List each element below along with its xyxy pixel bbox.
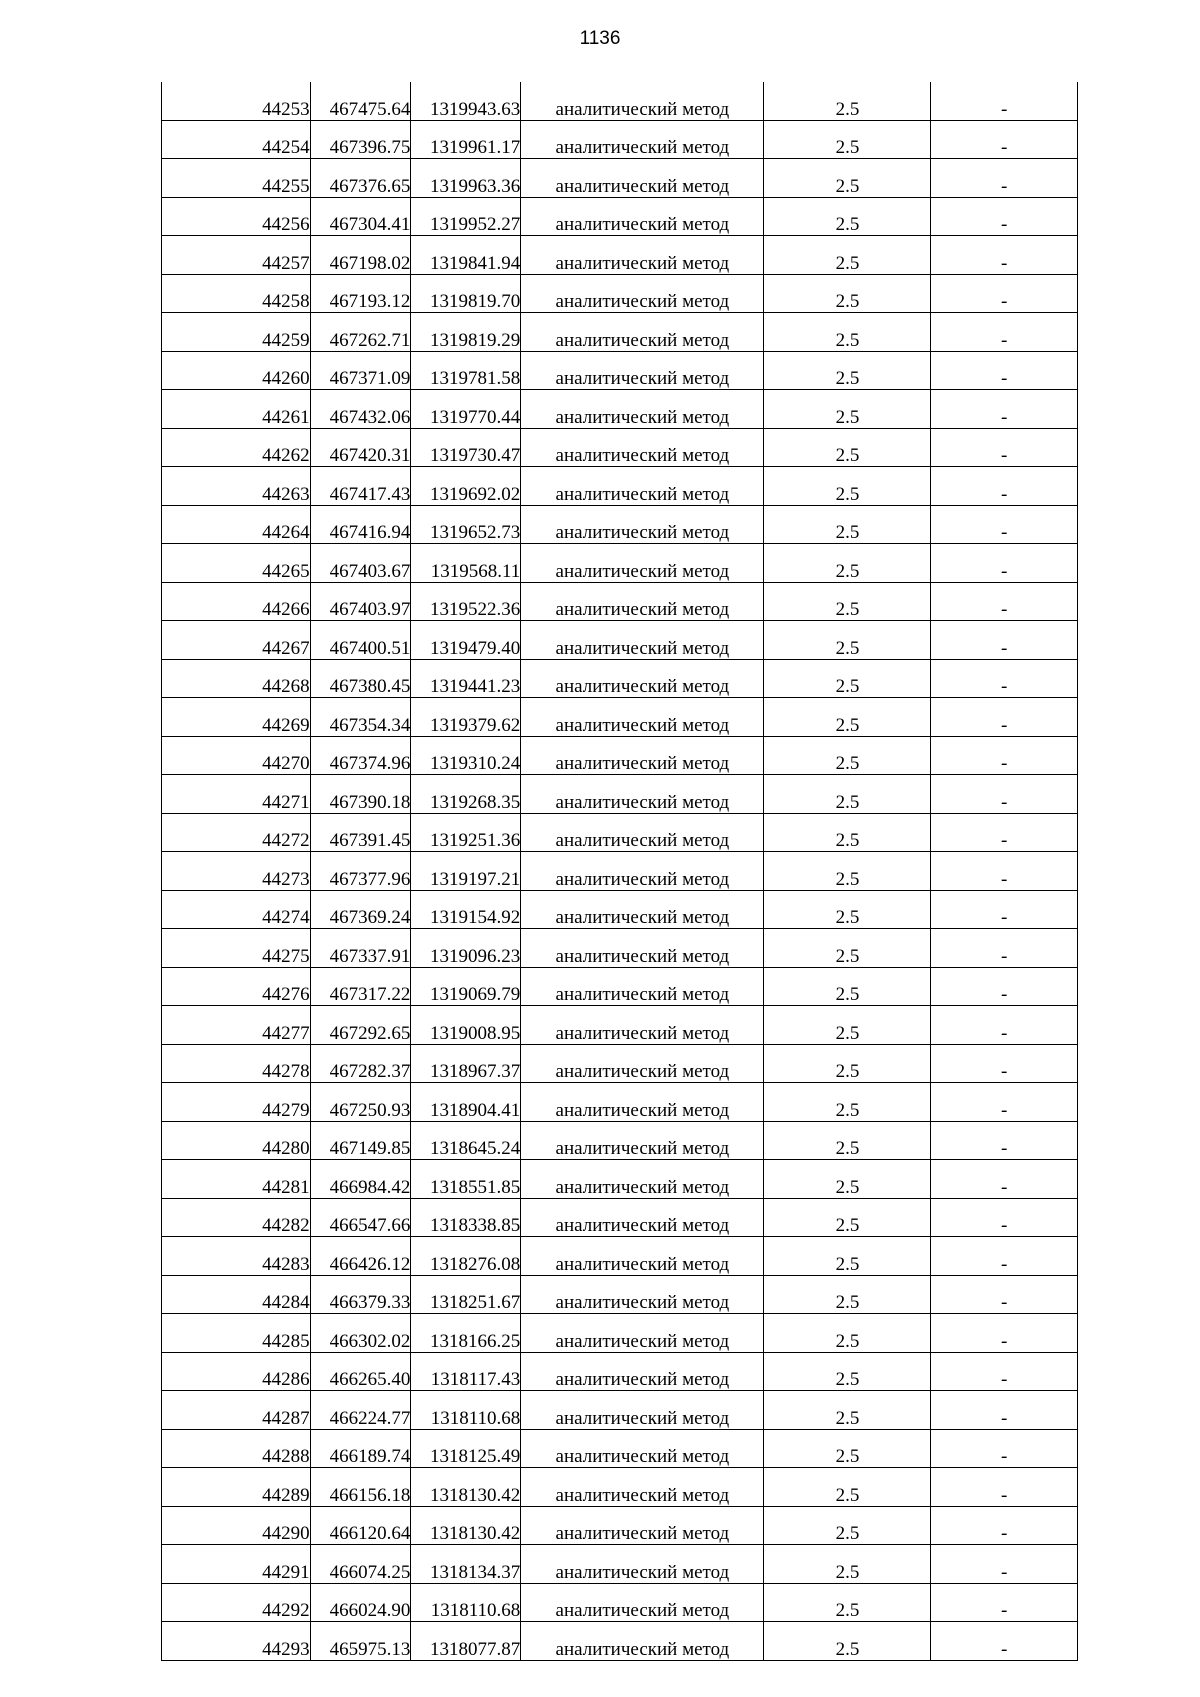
point-number-cell: 44257 bbox=[162, 236, 311, 275]
note-cell: - bbox=[931, 1198, 1078, 1237]
x-coordinate-cell: 467417.43 bbox=[310, 467, 411, 506]
accuracy-cell: 2.5 bbox=[764, 1198, 931, 1237]
accuracy-cell: 2.5 bbox=[764, 1275, 931, 1314]
accuracy-cell: 2.5 bbox=[764, 82, 931, 120]
accuracy-cell: 2.5 bbox=[764, 1044, 931, 1083]
coordinates-table-body bbox=[162, 82, 1078, 1660]
point-number-cell: 44253 bbox=[162, 82, 311, 120]
accuracy-cell: 2.5 bbox=[764, 582, 931, 621]
y-coordinate-cell: 1319963.36 bbox=[411, 159, 521, 198]
accuracy-cell: 2.5 bbox=[764, 120, 931, 159]
accuracy-cell: 2.5 bbox=[764, 390, 931, 429]
method-cell: аналитический метод bbox=[521, 1352, 764, 1391]
method-cell: аналитический метод bbox=[521, 1622, 764, 1661]
method-cell: аналитический метод bbox=[521, 197, 764, 236]
note-cell: - bbox=[931, 1314, 1078, 1353]
x-coordinate-cell: 467304.41 bbox=[310, 197, 411, 236]
y-coordinate-cell: 1319154.92 bbox=[411, 890, 521, 929]
point-number-cell: 44291 bbox=[162, 1545, 311, 1584]
note-cell: - bbox=[931, 890, 1078, 929]
accuracy-cell: 2.5 bbox=[764, 1622, 931, 1661]
method-cell: аналитический метод bbox=[521, 1160, 764, 1199]
note-cell: - bbox=[931, 698, 1078, 737]
x-coordinate-cell: 467403.67 bbox=[310, 544, 411, 583]
method-cell: аналитический метод bbox=[521, 505, 764, 544]
y-coordinate-cell: 1318551.85 bbox=[411, 1160, 521, 1199]
table-row bbox=[162, 967, 1078, 1006]
method-cell: аналитический метод bbox=[521, 1198, 764, 1237]
x-coordinate-cell: 466984.42 bbox=[310, 1160, 411, 1199]
point-number-cell: 44284 bbox=[162, 1275, 311, 1314]
method-cell: аналитический метод bbox=[521, 1391, 764, 1430]
accuracy-cell: 2.5 bbox=[764, 1121, 931, 1160]
y-coordinate-cell: 1319568.11 bbox=[411, 544, 521, 583]
method-cell: аналитический метод bbox=[521, 120, 764, 159]
note-cell: - bbox=[931, 736, 1078, 775]
y-coordinate-cell: 1318130.42 bbox=[411, 1506, 521, 1545]
y-coordinate-cell: 1319819.29 bbox=[411, 313, 521, 352]
table-row bbox=[162, 390, 1078, 429]
note-cell: - bbox=[931, 775, 1078, 814]
note-cell: - bbox=[931, 544, 1078, 583]
method-cell: аналитический метод bbox=[521, 390, 764, 429]
table-row bbox=[162, 852, 1078, 891]
note-cell: - bbox=[931, 1429, 1078, 1468]
accuracy-cell: 2.5 bbox=[764, 852, 931, 891]
point-number-cell: 44254 bbox=[162, 120, 311, 159]
point-number-cell: 44258 bbox=[162, 274, 311, 313]
table-row bbox=[162, 313, 1078, 352]
point-number-cell: 44264 bbox=[162, 505, 311, 544]
accuracy-cell: 2.5 bbox=[764, 313, 931, 352]
x-coordinate-cell: 467396.75 bbox=[310, 120, 411, 159]
note-cell: - bbox=[931, 852, 1078, 891]
x-coordinate-cell: 467432.06 bbox=[310, 390, 411, 429]
table-row bbox=[162, 929, 1078, 968]
accuracy-cell: 2.5 bbox=[764, 1006, 931, 1045]
accuracy-cell: 2.5 bbox=[764, 659, 931, 698]
table-row bbox=[162, 236, 1078, 275]
y-coordinate-cell: 1319197.21 bbox=[411, 852, 521, 891]
x-coordinate-cell: 466379.33 bbox=[310, 1275, 411, 1314]
method-cell: аналитический метод bbox=[521, 159, 764, 198]
accuracy-cell: 2.5 bbox=[764, 813, 931, 852]
y-coordinate-cell: 1318338.85 bbox=[411, 1198, 521, 1237]
point-number-cell: 44270 bbox=[162, 736, 311, 775]
method-cell: аналитический метод bbox=[521, 544, 764, 583]
note-cell: - bbox=[931, 351, 1078, 390]
table-row bbox=[162, 544, 1078, 583]
table-row bbox=[162, 659, 1078, 698]
method-cell: аналитический метод bbox=[521, 1237, 764, 1276]
y-coordinate-cell: 1319008.95 bbox=[411, 1006, 521, 1045]
point-number-cell: 44278 bbox=[162, 1044, 311, 1083]
note-cell: - bbox=[931, 274, 1078, 313]
y-coordinate-cell: 1318110.68 bbox=[411, 1391, 521, 1430]
x-coordinate-cell: 467149.85 bbox=[310, 1121, 411, 1160]
y-coordinate-cell: 1318110.68 bbox=[411, 1583, 521, 1622]
x-coordinate-cell: 466074.25 bbox=[310, 1545, 411, 1584]
method-cell: аналитический метод bbox=[521, 1275, 764, 1314]
note-cell: - bbox=[931, 1545, 1078, 1584]
method-cell: аналитический метод bbox=[521, 1429, 764, 1468]
point-number-cell: 44259 bbox=[162, 313, 311, 352]
point-number-cell: 44277 bbox=[162, 1006, 311, 1045]
y-coordinate-cell: 1318077.87 bbox=[411, 1622, 521, 1661]
accuracy-cell: 2.5 bbox=[764, 890, 931, 929]
accuracy-cell: 2.5 bbox=[764, 621, 931, 660]
x-coordinate-cell: 466024.90 bbox=[310, 1583, 411, 1622]
y-coordinate-cell: 1319096.23 bbox=[411, 929, 521, 968]
x-coordinate-cell: 467337.91 bbox=[310, 929, 411, 968]
point-number-cell: 44280 bbox=[162, 1121, 311, 1160]
point-number-cell: 44255 bbox=[162, 159, 311, 198]
y-coordinate-cell: 1319652.73 bbox=[411, 505, 521, 544]
note-cell: - bbox=[931, 1352, 1078, 1391]
y-coordinate-cell: 1319819.70 bbox=[411, 274, 521, 313]
y-coordinate-cell: 1319692.02 bbox=[411, 467, 521, 506]
accuracy-cell: 2.5 bbox=[764, 967, 931, 1006]
note-cell: - bbox=[931, 1237, 1078, 1276]
table-row bbox=[162, 467, 1078, 506]
accuracy-cell: 2.5 bbox=[764, 1391, 931, 1430]
accuracy-cell: 2.5 bbox=[764, 236, 931, 275]
table-row bbox=[162, 1083, 1078, 1122]
accuracy-cell: 2.5 bbox=[764, 1352, 931, 1391]
point-number-cell: 44289 bbox=[162, 1468, 311, 1507]
note-cell: - bbox=[931, 582, 1078, 621]
method-cell: аналитический метод bbox=[521, 929, 764, 968]
x-coordinate-cell: 467198.02 bbox=[310, 236, 411, 275]
note-cell: - bbox=[931, 428, 1078, 467]
table-row bbox=[162, 1545, 1078, 1584]
note-cell: - bbox=[931, 313, 1078, 352]
y-coordinate-cell: 1318125.49 bbox=[411, 1429, 521, 1468]
point-number-cell: 44273 bbox=[162, 852, 311, 891]
table-row bbox=[162, 736, 1078, 775]
point-number-cell: 44288 bbox=[162, 1429, 311, 1468]
table-row bbox=[162, 813, 1078, 852]
x-coordinate-cell: 467376.65 bbox=[310, 159, 411, 198]
table-row bbox=[162, 274, 1078, 313]
method-cell: аналитический метод bbox=[521, 852, 764, 891]
point-number-cell: 44290 bbox=[162, 1506, 311, 1545]
note-cell: - bbox=[931, 1583, 1078, 1622]
accuracy-cell: 2.5 bbox=[764, 929, 931, 968]
accuracy-cell: 2.5 bbox=[764, 467, 931, 506]
note-cell: - bbox=[931, 467, 1078, 506]
y-coordinate-cell: 1319961.17 bbox=[411, 120, 521, 159]
x-coordinate-cell: 467292.65 bbox=[310, 1006, 411, 1045]
method-cell: аналитический метод bbox=[521, 467, 764, 506]
note-cell: - bbox=[931, 967, 1078, 1006]
x-coordinate-cell: 467193.12 bbox=[310, 274, 411, 313]
y-coordinate-cell: 1319952.27 bbox=[411, 197, 521, 236]
page-number: 1136 bbox=[579, 28, 621, 49]
note-cell: - bbox=[931, 120, 1078, 159]
accuracy-cell: 2.5 bbox=[764, 159, 931, 198]
method-cell: аналитический метод bbox=[521, 1468, 764, 1507]
method-cell: аналитический метод bbox=[521, 813, 764, 852]
table-row bbox=[162, 428, 1078, 467]
note-cell: - bbox=[931, 159, 1078, 198]
table-row bbox=[162, 505, 1078, 544]
table-row bbox=[162, 1314, 1078, 1353]
method-cell: аналитический метод bbox=[521, 351, 764, 390]
table-row bbox=[162, 1583, 1078, 1622]
note-cell: - bbox=[931, 197, 1078, 236]
note-cell: - bbox=[931, 1160, 1078, 1199]
method-cell: аналитический метод bbox=[521, 1006, 764, 1045]
y-coordinate-cell: 1318967.37 bbox=[411, 1044, 521, 1083]
x-coordinate-cell: 465975.13 bbox=[310, 1622, 411, 1661]
point-number-cell: 44293 bbox=[162, 1622, 311, 1661]
x-coordinate-cell: 467380.45 bbox=[310, 659, 411, 698]
method-cell: аналитический метод bbox=[521, 1583, 764, 1622]
method-cell: аналитический метод bbox=[521, 775, 764, 814]
method-cell: аналитический метод bbox=[521, 582, 764, 621]
accuracy-cell: 2.5 bbox=[764, 1237, 931, 1276]
y-coordinate-cell: 1319770.44 bbox=[411, 390, 521, 429]
note-cell: - bbox=[931, 929, 1078, 968]
point-number-cell: 44265 bbox=[162, 544, 311, 583]
x-coordinate-cell: 467391.45 bbox=[310, 813, 411, 852]
accuracy-cell: 2.5 bbox=[764, 197, 931, 236]
table-row bbox=[162, 1429, 1078, 1468]
table-row bbox=[162, 621, 1078, 660]
table-row bbox=[162, 351, 1078, 390]
method-cell: аналитический метод bbox=[521, 1044, 764, 1083]
accuracy-cell: 2.5 bbox=[764, 1160, 931, 1199]
accuracy-cell: 2.5 bbox=[764, 1583, 931, 1622]
note-cell: - bbox=[931, 1506, 1078, 1545]
accuracy-cell: 2.5 bbox=[764, 775, 931, 814]
x-coordinate-cell: 467377.96 bbox=[310, 852, 411, 891]
point-number-cell: 44256 bbox=[162, 197, 311, 236]
x-coordinate-cell: 466265.40 bbox=[310, 1352, 411, 1391]
accuracy-cell: 2.5 bbox=[764, 428, 931, 467]
x-coordinate-cell: 466426.12 bbox=[310, 1237, 411, 1276]
accuracy-cell: 2.5 bbox=[764, 544, 931, 583]
y-coordinate-cell: 1319379.62 bbox=[411, 698, 521, 737]
coordinates-table bbox=[161, 82, 1078, 1661]
y-coordinate-cell: 1319310.24 bbox=[411, 736, 521, 775]
x-coordinate-cell: 467369.24 bbox=[310, 890, 411, 929]
note-cell: - bbox=[931, 390, 1078, 429]
note-cell: - bbox=[931, 659, 1078, 698]
y-coordinate-cell: 1318117.43 bbox=[411, 1352, 521, 1391]
y-coordinate-cell: 1318134.37 bbox=[411, 1545, 521, 1584]
note-cell: - bbox=[931, 813, 1078, 852]
point-number-cell: 44276 bbox=[162, 967, 311, 1006]
point-number-cell: 44267 bbox=[162, 621, 311, 660]
y-coordinate-cell: 1319781.58 bbox=[411, 351, 521, 390]
method-cell: аналитический метод bbox=[521, 1083, 764, 1122]
method-cell: аналитический метод bbox=[521, 274, 764, 313]
method-cell: аналитический метод bbox=[521, 313, 764, 352]
table-row bbox=[162, 1198, 1078, 1237]
method-cell: аналитический метод bbox=[521, 621, 764, 660]
note-cell: - bbox=[931, 1391, 1078, 1430]
y-coordinate-cell: 1319441.23 bbox=[411, 659, 521, 698]
y-coordinate-cell: 1318251.67 bbox=[411, 1275, 521, 1314]
note-cell: - bbox=[931, 236, 1078, 275]
table-row bbox=[162, 890, 1078, 929]
point-number-cell: 44279 bbox=[162, 1083, 311, 1122]
table-row bbox=[162, 1237, 1078, 1276]
point-number-cell: 44281 bbox=[162, 1160, 311, 1199]
x-coordinate-cell: 467317.22 bbox=[310, 967, 411, 1006]
y-coordinate-cell: 1319730.47 bbox=[411, 428, 521, 467]
note-cell: - bbox=[931, 1622, 1078, 1661]
table-row bbox=[162, 1622, 1078, 1661]
table-row bbox=[162, 120, 1078, 159]
x-coordinate-cell: 466302.02 bbox=[310, 1314, 411, 1353]
method-cell: аналитический метод bbox=[521, 428, 764, 467]
point-number-cell: 44261 bbox=[162, 390, 311, 429]
note-cell: - bbox=[931, 1083, 1078, 1122]
table-row bbox=[162, 159, 1078, 198]
point-number-cell: 44268 bbox=[162, 659, 311, 698]
y-coordinate-cell: 1319943.63 bbox=[411, 82, 521, 120]
x-coordinate-cell: 466547.66 bbox=[310, 1198, 411, 1237]
x-coordinate-cell: 466224.77 bbox=[310, 1391, 411, 1430]
y-coordinate-cell: 1319479.40 bbox=[411, 621, 521, 660]
table-row bbox=[162, 1044, 1078, 1083]
accuracy-cell: 2.5 bbox=[764, 736, 931, 775]
point-number-cell: 44285 bbox=[162, 1314, 311, 1353]
note-cell: - bbox=[931, 505, 1078, 544]
table-row bbox=[162, 1006, 1078, 1045]
method-cell: аналитический метод bbox=[521, 736, 764, 775]
accuracy-cell: 2.5 bbox=[764, 1314, 931, 1353]
y-coordinate-cell: 1319268.35 bbox=[411, 775, 521, 814]
note-cell: - bbox=[931, 82, 1078, 120]
x-coordinate-cell: 466156.18 bbox=[310, 1468, 411, 1507]
y-coordinate-cell: 1319841.94 bbox=[411, 236, 521, 275]
note-cell: - bbox=[931, 1468, 1078, 1507]
point-number-cell: 44271 bbox=[162, 775, 311, 814]
method-cell: аналитический метод bbox=[521, 1314, 764, 1353]
accuracy-cell: 2.5 bbox=[764, 1083, 931, 1122]
x-coordinate-cell: 467403.97 bbox=[310, 582, 411, 621]
method-cell: аналитический метод bbox=[521, 890, 764, 929]
method-cell: аналитический метод bbox=[521, 1121, 764, 1160]
note-cell: - bbox=[931, 1121, 1078, 1160]
point-number-cell: 44269 bbox=[162, 698, 311, 737]
y-coordinate-cell: 1318166.25 bbox=[411, 1314, 521, 1353]
accuracy-cell: 2.5 bbox=[764, 1545, 931, 1584]
note-cell: - bbox=[931, 1044, 1078, 1083]
table-row bbox=[162, 1160, 1078, 1199]
table-row bbox=[162, 82, 1078, 120]
method-cell: аналитический метод bbox=[521, 659, 764, 698]
table-row bbox=[162, 1275, 1078, 1314]
x-coordinate-cell: 467400.51 bbox=[310, 621, 411, 660]
table-row bbox=[162, 698, 1078, 737]
note-cell: - bbox=[931, 1006, 1078, 1045]
point-number-cell: 44274 bbox=[162, 890, 311, 929]
method-cell: аналитический метод bbox=[521, 1506, 764, 1545]
point-number-cell: 44292 bbox=[162, 1583, 311, 1622]
point-number-cell: 44275 bbox=[162, 929, 311, 968]
method-cell: аналитический метод bbox=[521, 698, 764, 737]
y-coordinate-cell: 1318904.41 bbox=[411, 1083, 521, 1122]
point-number-cell: 44266 bbox=[162, 582, 311, 621]
y-coordinate-cell: 1318276.08 bbox=[411, 1237, 521, 1276]
x-coordinate-cell: 467374.96 bbox=[310, 736, 411, 775]
accuracy-cell: 2.5 bbox=[764, 1506, 931, 1545]
y-coordinate-cell: 1318130.42 bbox=[411, 1468, 521, 1507]
x-coordinate-cell: 467390.18 bbox=[310, 775, 411, 814]
y-coordinate-cell: 1319522.36 bbox=[411, 582, 521, 621]
note-cell: - bbox=[931, 621, 1078, 660]
table-row bbox=[162, 1468, 1078, 1507]
accuracy-cell: 2.5 bbox=[764, 1429, 931, 1468]
table-row bbox=[162, 197, 1078, 236]
accuracy-cell: 2.5 bbox=[764, 698, 931, 737]
x-coordinate-cell: 467420.31 bbox=[310, 428, 411, 467]
method-cell: аналитический метод bbox=[521, 967, 764, 1006]
table-row bbox=[162, 775, 1078, 814]
point-number-cell: 44282 bbox=[162, 1198, 311, 1237]
x-coordinate-cell: 466120.64 bbox=[310, 1506, 411, 1545]
x-coordinate-cell: 467371.09 bbox=[310, 351, 411, 390]
x-coordinate-cell: 467354.34 bbox=[310, 698, 411, 737]
point-number-cell: 44283 bbox=[162, 1237, 311, 1276]
x-coordinate-cell: 467250.93 bbox=[310, 1083, 411, 1122]
y-coordinate-cell: 1319251.36 bbox=[411, 813, 521, 852]
accuracy-cell: 2.5 bbox=[764, 505, 931, 544]
accuracy-cell: 2.5 bbox=[764, 1468, 931, 1507]
point-number-cell: 44272 bbox=[162, 813, 311, 852]
accuracy-cell: 2.5 bbox=[764, 351, 931, 390]
method-cell: аналитический метод bbox=[521, 236, 764, 275]
note-cell: - bbox=[931, 1275, 1078, 1314]
x-coordinate-cell: 466189.74 bbox=[310, 1429, 411, 1468]
point-number-cell: 44262 bbox=[162, 428, 311, 467]
x-coordinate-cell: 467475.64 bbox=[310, 82, 411, 120]
table-row bbox=[162, 582, 1078, 621]
point-number-cell: 44287 bbox=[162, 1391, 311, 1430]
method-cell: аналитический метод bbox=[521, 82, 764, 120]
x-coordinate-cell: 467416.94 bbox=[310, 505, 411, 544]
y-coordinate-cell: 1319069.79 bbox=[411, 967, 521, 1006]
y-coordinate-cell: 1318645.24 bbox=[411, 1121, 521, 1160]
point-number-cell: 44286 bbox=[162, 1352, 311, 1391]
method-cell: аналитический метод bbox=[521, 1545, 764, 1584]
table-row bbox=[162, 1352, 1078, 1391]
point-number-cell: 44260 bbox=[162, 351, 311, 390]
point-number-cell: 44263 bbox=[162, 467, 311, 506]
x-coordinate-cell: 467282.37 bbox=[310, 1044, 411, 1083]
accuracy-cell: 2.5 bbox=[764, 274, 931, 313]
x-coordinate-cell: 467262.71 bbox=[310, 313, 411, 352]
table-row bbox=[162, 1121, 1078, 1160]
table-row bbox=[162, 1391, 1078, 1430]
table-row bbox=[162, 1506, 1078, 1545]
